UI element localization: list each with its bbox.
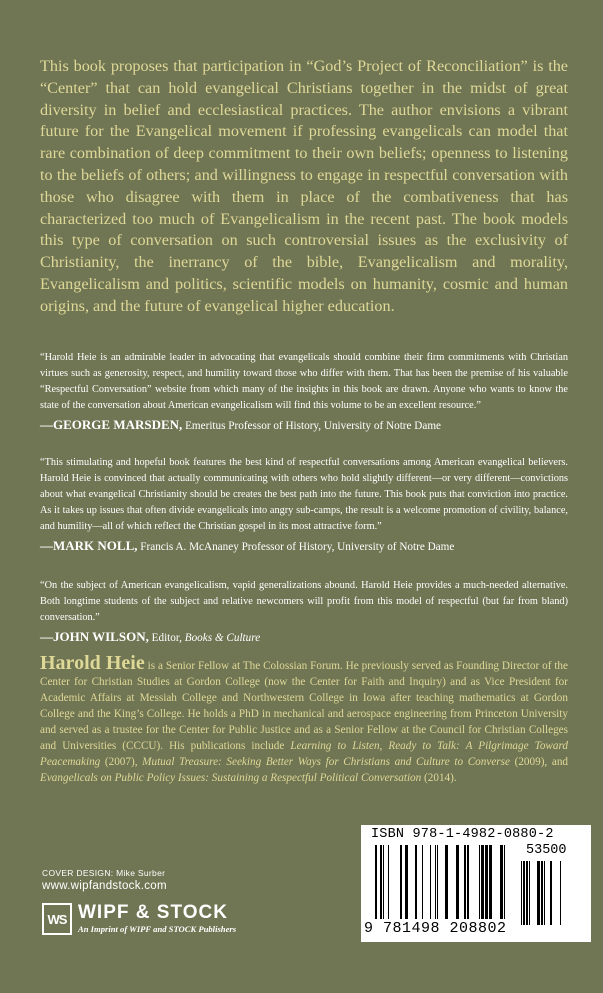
publisher-website: www.wipfandstock.com (42, 880, 167, 892)
barcode-bar (489, 845, 492, 919)
publisher-wordmark: WIPF & STOCK (78, 902, 228, 923)
credits (42, 868, 167, 892)
endorsement-noll (40, 455, 568, 554)
bio-text: (2009), and (509, 756, 569, 768)
endorsement-wilson (40, 578, 568, 645)
endorsement-quote: “This stimulating and hopeful book features the best kind of respectful conversations among American evangelical believers. Harold Heie is convinced that actually communicating with others who hold slightly different—or very different—convictions about what evangelical Christianity should be creates the best path into the future. This book puts that conviction into practice. As it takes up issues that often divide evangelicals into angry sub-camps, the result is a welcome promotion of civility, balance, and humility—all of which reflect the Christian gospel in its most attractive form.” (40, 457, 568, 532)
barcode-bar (479, 845, 480, 919)
endorser-name: —JOHN WILSON, (40, 629, 149, 644)
barcode-bar (445, 845, 448, 919)
endorser-title: Editor, (151, 632, 185, 644)
publisher-logo-text (78, 903, 236, 935)
barcode-bar (544, 861, 545, 925)
endorsement-marsden (40, 350, 568, 433)
barcode-bar (523, 861, 525, 925)
back-cover-blurb: This book proposes that participation in “God’s Project of Reconciliation” is the “Center” that can hold evangelical Christians together in the midst of great diversity in belief and ecclesiastical practices. The author envisions a vibrant future for the Evangelical movement if professing evangelicals can model that rare combination of deep commitment to their own beliefs; openness to listening to the beliefs of others; and willingness to engage in respectful conversation with those who disagree with them in place of the combativeness that has characterized too much of Evangelicalism in the recent past. The book models this type of conversation on such controversial issues as the exclusivity of Christianity, the inerrancy of the bible, Evangelicalism and morality, Evangelicalism and politics, scientific models on humanity, cosmic and human origins, and the future of evangelical higher education. (40, 57, 568, 315)
endorsement-quote: “Harold Heie is an admirable leader in advocating that evangelicals should combine their firm commitments with Christian virtues such as generosity, respect, and humility toward those who differ with them. That has been the premise of his valuable “Respectful Conversation” website from which many of the insights in this book are drawn. Anyone who wants to know the state of the conversation about American evangelicalism will find this volume to be an excellent resource.” (40, 352, 568, 411)
author-name: Harold Heie (40, 652, 145, 674)
barcode-bar (456, 845, 459, 919)
price-code: 53500 (526, 843, 567, 858)
bio-book-title: Mutual Treasure: Seeking Better Ways for Christians and Culture to Converse (142, 756, 510, 768)
endorsement-attribution (40, 417, 568, 433)
barcode-bar (500, 845, 503, 919)
publisher-imprint: An Imprint of WIPF and STOCK Publishers (78, 924, 237, 934)
barcode-bar (400, 845, 402, 919)
bio-text: (2014). (421, 772, 457, 784)
barcode-bar (388, 845, 389, 919)
bio-book-title: Evangelicals on Public Policy Issues: Sustaining a Respectful Political Conversation (40, 772, 422, 784)
barcode-bar (375, 845, 377, 919)
endorsement-attribution (40, 538, 568, 554)
barcode-bar (481, 845, 484, 919)
bio-text: is a Senior Fellow at The Colossian Forum. He previously served as Founding Director of the Center for Christian Studies at Gordon College (now the Center for Faith and Inquiry) and as Vice President for Academic Affairs at Messiah College and Northwestern College in Iowa after teaching mathematics at Gordon College and the King’s College. He holds a PhD in mechanical and aerospace engineering from Princeton University and served as a trustee for the Center for Public Justice and as a Senior Fellow at the Council for Christian Colleges and Universities (CCCU). His publications include (40, 660, 568, 752)
barcode-bar (422, 845, 423, 919)
barcode-bar (526, 861, 528, 925)
barcode-bar (521, 861, 522, 925)
barcode-bar (437, 845, 438, 919)
barcode-bar (415, 845, 417, 919)
endorser-name: —GEORGE MARSDEN, (40, 417, 183, 432)
barcode-bar (464, 845, 466, 919)
barcode-bar (529, 861, 530, 925)
endorser-publication: Books & Culture (184, 632, 261, 644)
barcode-digits: 9 781498 208802 (364, 920, 507, 937)
publisher-logo (42, 903, 236, 935)
bio-text: (2007), (100, 756, 143, 768)
cover-design-credit: COVER DESIGN: Mike Surber (42, 868, 166, 878)
barcode-bar (383, 845, 384, 919)
barcode-bar (380, 845, 382, 919)
barcode-bar (537, 861, 540, 925)
isbn-label: ISBN 978-1-4982-0880-2 (371, 827, 554, 842)
barcode-bar (504, 845, 505, 919)
barcode-bar (405, 845, 408, 919)
barcode-bar (485, 845, 488, 919)
publisher-logo-mark: WS (42, 903, 72, 935)
barcode-bar (560, 861, 561, 925)
barcode-bar (430, 845, 431, 919)
endorsement-quote: “On the subject of American evangelicalism, vapid generalizations abound. Harold Heie provides a much-needed alternative. Both longtime students of the subject and relative newcomers will profit from this model of respectful (but far from bland) conversation.” (40, 580, 568, 623)
author-bio (40, 652, 569, 786)
barcode-bar (467, 845, 469, 919)
isbn-barcode (361, 825, 591, 942)
endorsement-attribution (40, 629, 568, 645)
barcode-bar (550, 861, 552, 925)
bio-book-title: Learning to Listen, Ready to Talk: A Pilgrimage Toward Peacemaking (40, 740, 568, 768)
endorser-title: Francis A. McAnaney Professor of History, University of Notre Dame (140, 541, 455, 553)
barcode-bar (435, 845, 436, 919)
endorser-name: —MARK NOLL, (40, 538, 138, 553)
barcode-bar (541, 861, 543, 925)
endorser-title: Emeritus Professor of History, University of Notre Dame (185, 420, 442, 432)
